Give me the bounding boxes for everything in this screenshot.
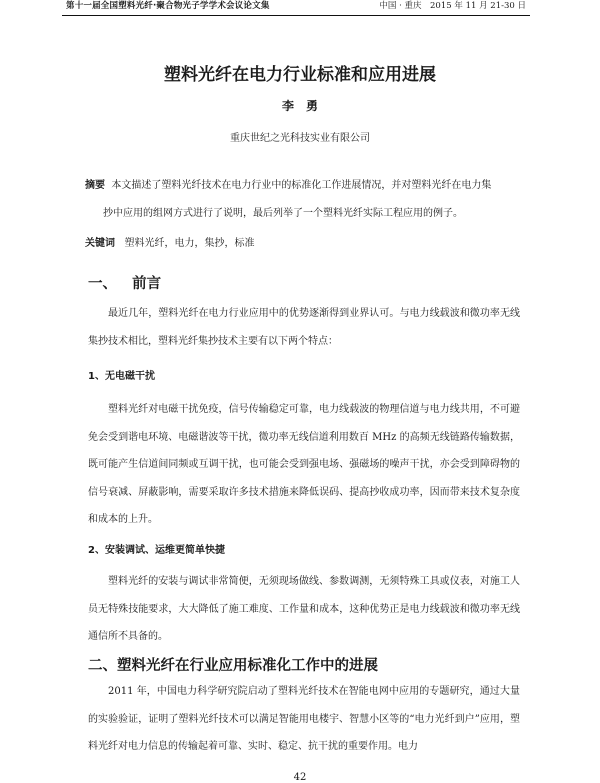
paper-title: 塑料光纤在电力行业标准和应用进展 (164, 65, 436, 85)
subsection-heading-no-emi: 1、无电磁干扰 (88, 371, 155, 382)
abstract-first-line (85, 172, 527, 200)
abstract-label: 摘要 (85, 180, 105, 191)
easy-install-paragraph: 塑料光纤的安装与调试非常简便，无须现场做线、参数调测，无须特殊工具或仪表，对施工人员无特殊技能要求，大大降低了施工难度、工作量和成本，这种优势正是电力线载波和微功率无线通信所不具备的。 (88, 576, 520, 642)
keywords (85, 230, 527, 258)
abstract (85, 172, 527, 227)
author-affiliation: 重庆世纪之光科技实业有限公司 (230, 133, 370, 144)
section-title: 前言 (132, 276, 162, 292)
abstract-text-line1: 本文描述了塑料光纤技术在电力行业中的标准化工作进展情况，并对塑料光纤在电力集 (111, 180, 492, 191)
section-title: 塑料光纤在行业应用标准化工作中的进展 (117, 658, 378, 674)
no-emi-paragraph: 塑料光纤对电磁干扰免疫，信号传输稳定可靠，电力线载波的物理信道与电力线共用，不可避免会受到谐电环境、电磁谐波等干扰，微功率无线信道利用数百 MHz 的高频无线链路传输数据，既可能产生信道间同频或互调干扰，也可能会受到强电场、强磁场的噪声干扰，亦会受到障碍物的信号衰减、屏蔽影响，需要采取许多技术措施来降低误码、提高抄收成功率，因而带来技术复杂度和成本的上升。 (88, 404, 520, 525)
section-heading-introduction (88, 272, 161, 293)
running-header-proceedings: 第十一届全国塑料光纤·聚合物光子学学术会议论文集 (66, 1, 270, 11)
running-header-venue-date: 中国 · 重庆 2015 年 11 月 21-30 日 (379, 1, 526, 11)
abstract-text-line2: 抄中应用的组网方式进行了说明，最后列举了一个塑料光纤实际工程应用的例子。 (103, 207, 463, 219)
standardization-paragraph: 2011 年，中国电力科学研究院启动了塑料光纤技术在智能电网中应用的专题研究，通过大量的实验验证，证明了塑料光纤技术可以满足智能用电楼宇、智慧小区等的“电力光纤到户”应用，塑料光纤对电力信息的传输起着可靠、实时、稳定、抗干扰的重要作用。电力 (88, 686, 520, 752)
introduction-paragraph: 最近几年，塑料光纤在电力行业应用中的优势逐渐得到业界认可。与电力线载波和微功率无线集抄技术相比，塑料光纤集抄技术主要有以下两个特点： (88, 308, 520, 347)
page-number: 42 (293, 772, 307, 783)
subsection-heading-easy-install: 2、安装调试、运维更简单快捷 (88, 545, 225, 556)
keywords-label: 关键词 (85, 238, 115, 249)
section-number: 一、 (88, 276, 117, 292)
section-number: 二、 (88, 658, 117, 674)
header-rule (62, 15, 530, 16)
keywords-text: 塑料光纤，电力，集抄，标准 (124, 238, 255, 249)
section-heading-standardization (88, 654, 378, 675)
author-name: 李勇 (281, 99, 330, 113)
